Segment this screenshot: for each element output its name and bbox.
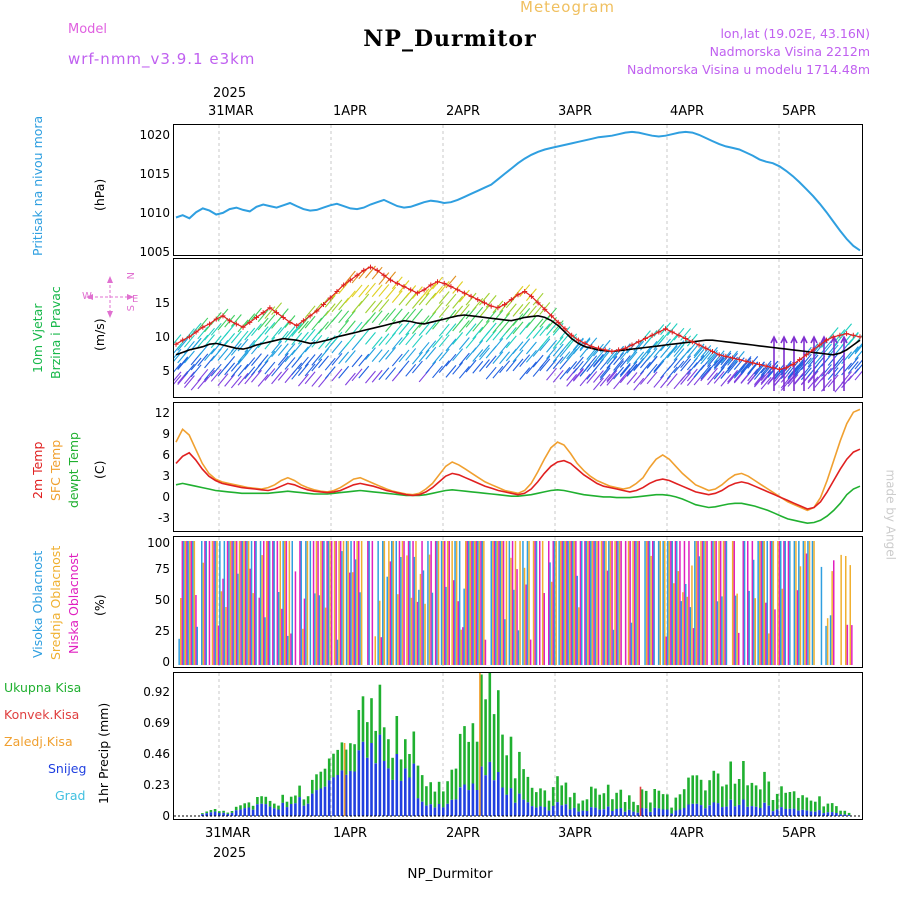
cloud-legend-low: Niska Oblacnost (66, 553, 81, 655)
wind-axis-title-1: 10m Vjetar (30, 303, 45, 373)
pressure-ytick-1005: 1005 (139, 245, 170, 259)
pressure-ytick-1015: 1015 (139, 167, 170, 181)
temp-legend-sfc: SFC Temp (48, 439, 63, 501)
temp-legend-dewpt: dewpt Temp (66, 432, 81, 508)
credit-watermark: made by Angel (884, 469, 898, 560)
cloud-legend-mid: Srednja Oblacnost (48, 545, 63, 661)
temp-legend-2m: 2m Temp (30, 441, 45, 499)
footer-station-name: NP_Durmitor (407, 866, 493, 882)
pressure-chart-svg (174, 125, 862, 255)
bottom-tick-31mar: 31MAR (205, 826, 251, 841)
top-tick-3apr: 3APR (558, 104, 593, 119)
panel-pressure (173, 124, 863, 256)
top-tick-2apr: 2APR (446, 104, 481, 119)
model-label: Model (68, 22, 108, 37)
cloud-ytick-100: 100 (147, 536, 170, 550)
top-tick-5apr: 5APR (782, 104, 817, 119)
panel-precipitation (173, 672, 863, 820)
precip-legend-freezing: Zaledj.Kisa (4, 734, 73, 749)
panel-temperature (173, 402, 863, 532)
wind-ytick-10: 10 (154, 330, 170, 344)
temp-ytick-9: 9 (162, 427, 170, 441)
precip-legend-conv: Konvek.Kisa (4, 707, 80, 722)
bottom-tick-3apr: 3APR (558, 826, 593, 841)
wind-ytick-15: 15 (154, 296, 170, 310)
precip-ytick-046: 0.46 (143, 747, 170, 761)
precip-legend-total: Ukupna Kisa (4, 680, 82, 695)
cloud-ytick-25: 25 (154, 624, 170, 638)
top-tick-1apr: 1APR (333, 104, 368, 119)
bottom-axis-year: 2025 (213, 846, 247, 861)
precip-legend-hail: Grad (55, 788, 86, 803)
cloud-legend-high: Visoka Oblacnost (30, 550, 45, 658)
bottom-tick-5apr: 5APR (782, 826, 817, 841)
pressure-ytick-1010: 1010 (139, 206, 170, 220)
top-tick-31mar: 31MAR (208, 104, 254, 119)
pressure-ytick-1020: 1020 (139, 128, 170, 142)
precip-chart-svg (174, 673, 862, 819)
precip-legend-snow: Snijeg (48, 761, 87, 776)
precip-ytick-023: 0.23 (143, 778, 170, 792)
station-elevation: Nadmorska Visina 2212m (709, 44, 870, 59)
page-title: NP_Durmitor (363, 26, 537, 52)
temp-axis-unit: (C) (92, 460, 107, 480)
cloud-ytick-0: 0 (162, 655, 170, 669)
model-name: wrf-nmm_v3.9.1 e3km (68, 50, 256, 68)
cloud-axis-unit: (%) (92, 594, 107, 616)
panel-cloud-cover (173, 536, 863, 668)
precip-ytick-0: 0 (162, 809, 170, 823)
wind-ytick-5: 5 (162, 364, 170, 378)
cloud-ytick-50: 50 (154, 593, 170, 607)
temperature-chart-svg (174, 403, 862, 531)
pressure-axis-title: Pritisak na nivou mora (30, 115, 45, 256)
pressure-axis-unit: (hPa) (92, 178, 107, 212)
temp-ytick-3: 3 (162, 469, 170, 483)
bottom-tick-4apr: 4APR (670, 826, 705, 841)
compass-label-w: W (82, 291, 92, 302)
compass-label-n: N (126, 272, 137, 280)
wind-axis-unit: (m/s) (92, 318, 107, 352)
temp-ytick-12: 12 (154, 406, 170, 420)
cloud-ytick-75: 75 (154, 562, 170, 576)
precip-axis-unit: 1hr Precip (mm) (96, 702, 111, 804)
wind-chart-svg (174, 259, 862, 397)
wind-axis-title-2: Brzina i Pravac (48, 286, 63, 380)
meteogram-watermark: Meteogram (520, 0, 615, 16)
precip-ytick-069: 0.69 (143, 716, 170, 730)
bottom-tick-2apr: 2APR (446, 826, 481, 841)
location-coordinates: lon,lat (19.02E, 43.16N) (720, 26, 870, 41)
bottom-tick-1apr: 1APR (333, 826, 368, 841)
top-tick-4apr: 4APR (670, 104, 705, 119)
precip-ytick-092: 0.92 (143, 685, 170, 699)
temp-ytick-0: 0 (162, 490, 170, 504)
temp-ytick-6: 6 (162, 448, 170, 462)
temp-ytick--3: -3 (158, 511, 170, 525)
model-elevation: Nadmorska Visina u modelu 1714.48m (627, 62, 870, 77)
cloud-chart-svg (174, 537, 862, 667)
panel-wind (173, 258, 863, 398)
top-axis-year: 2025 (213, 86, 247, 101)
compass-label-e: E (132, 294, 139, 305)
compass-label-s: S (126, 305, 137, 312)
